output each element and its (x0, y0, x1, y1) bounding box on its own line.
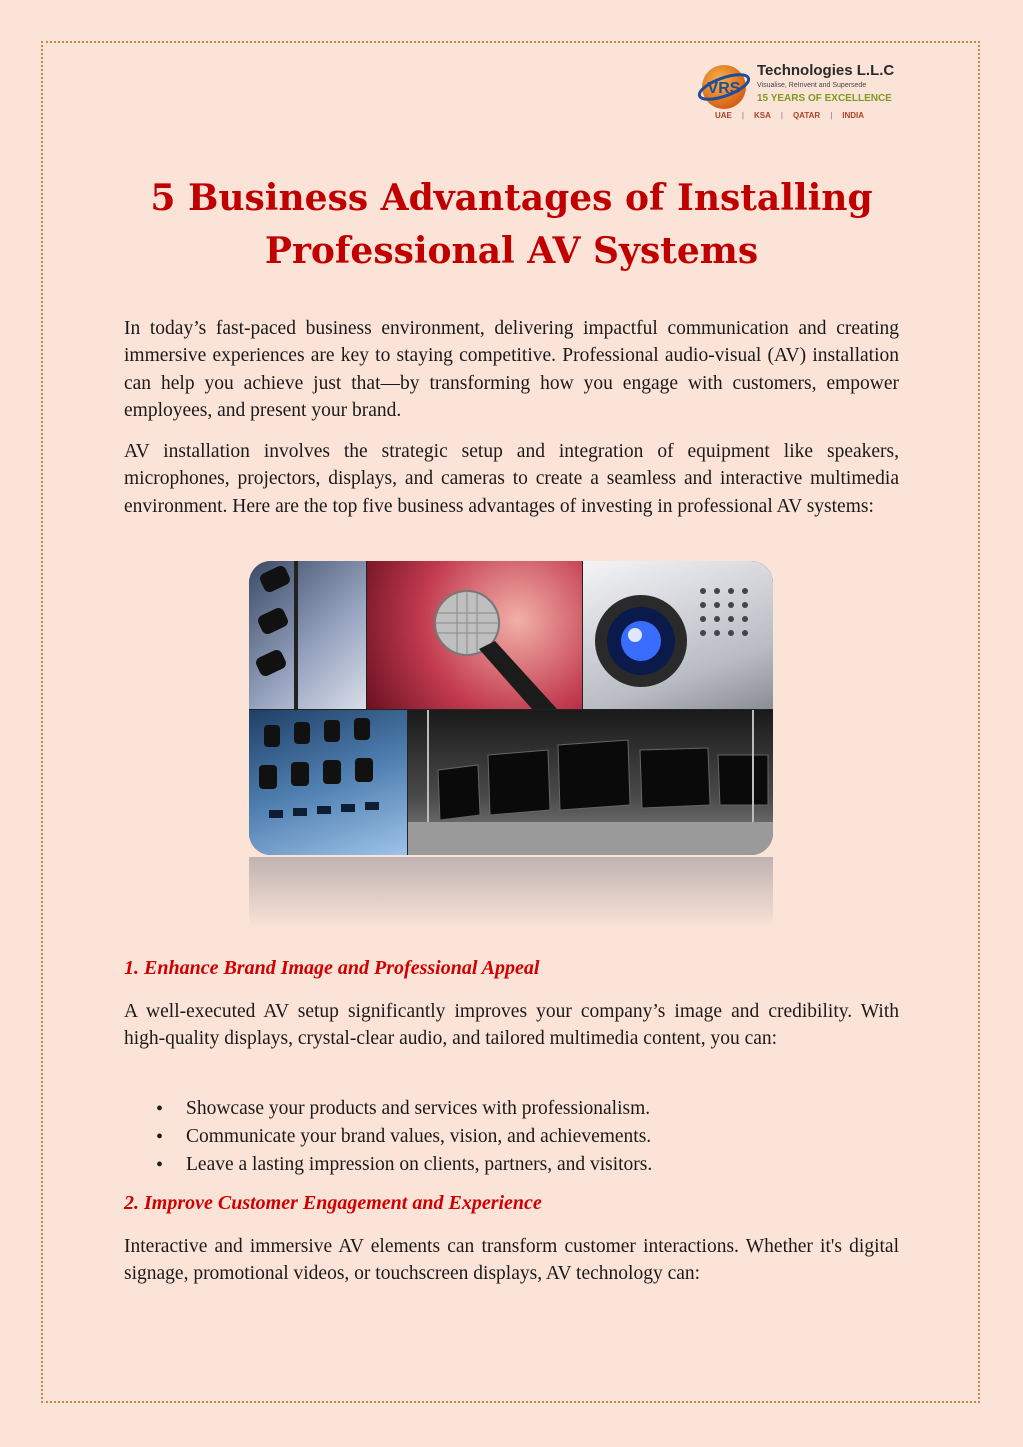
vrs-globe-logo-icon (697, 60, 751, 114)
region-qatar: QATAR (792, 111, 821, 120)
audio-mixer-photo (249, 710, 407, 855)
region-uae: UAE (715, 111, 732, 120)
company-logo (697, 58, 907, 124)
list-item: • Communicate your brand values, vision, and achievements. (124, 1123, 899, 1151)
logo-regions (715, 111, 864, 120)
collage-reflection (249, 857, 773, 937)
page-title-line-2: Professional AV Systems (264, 230, 759, 272)
page-title-line-1: 5 Business Advantages of Installing (150, 177, 873, 219)
list-item: • Showcase your products and services with professionalism. (124, 1095, 899, 1123)
logo-company-name: Technologies L.L.C (757, 62, 895, 79)
intro-paragraph-2: AV installation involves the strategic setup and integration of equipment like speakers, microphones, projectors, displays, and cameras to create a seamless and interactive multimedia environment. Here are the top five business advantages of investing in professional AV systems: (124, 441, 899, 517)
stage-lights-photo (249, 561, 366, 709)
av-equipment-collage (249, 561, 773, 855)
region-india: INDIA (842, 111, 865, 120)
logo-years-badge: 15 YEARS OF EXCELLENCE (757, 93, 892, 104)
projector-photo (583, 561, 773, 709)
list-item: • Leave a lasting impression on clients, partners, and visitors. (124, 1151, 899, 1179)
region-separator: | (780, 111, 783, 120)
region-ksa: KSA (753, 111, 771, 120)
region-separator: | (830, 111, 833, 120)
section-2-heading: 2. Improve Customer Engagement and Experience (124, 1192, 542, 1214)
section-2-body: Interactive and immersive AV elements can transform customer interactions. Whether it's digital signage, promotional videos, or touchscreen displays, AV technology can: (124, 1236, 899, 1285)
section-1-heading: 1. Enhance Brand Image and Professional Appeal (124, 957, 540, 979)
svg-text:VRS: VRS (707, 80, 741, 97)
section-1-bullet-list (124, 1095, 899, 1179)
page-title (120, 172, 903, 278)
intro-paragraph-1: In today’s fast-paced business environment, delivering impactful communication and creating immersive experiences are key to staying competitive. Professional audio-visual (AV) installation can help you achieve just that—by transforming how you engage with customers, empower employees, and present your brand. (124, 318, 899, 421)
section-1-body: A well-executed AV setup significantly improves your company’s image and credibility. With high-quality displays, crystal-clear audio, and tailored multimedia content, you can: (124, 1001, 899, 1050)
microphone-photo (367, 561, 582, 709)
logo-tagline: Visualise, ReInvent and Supersede (757, 82, 867, 89)
display-screens-photo (408, 710, 773, 855)
region-separator: | (741, 111, 744, 120)
